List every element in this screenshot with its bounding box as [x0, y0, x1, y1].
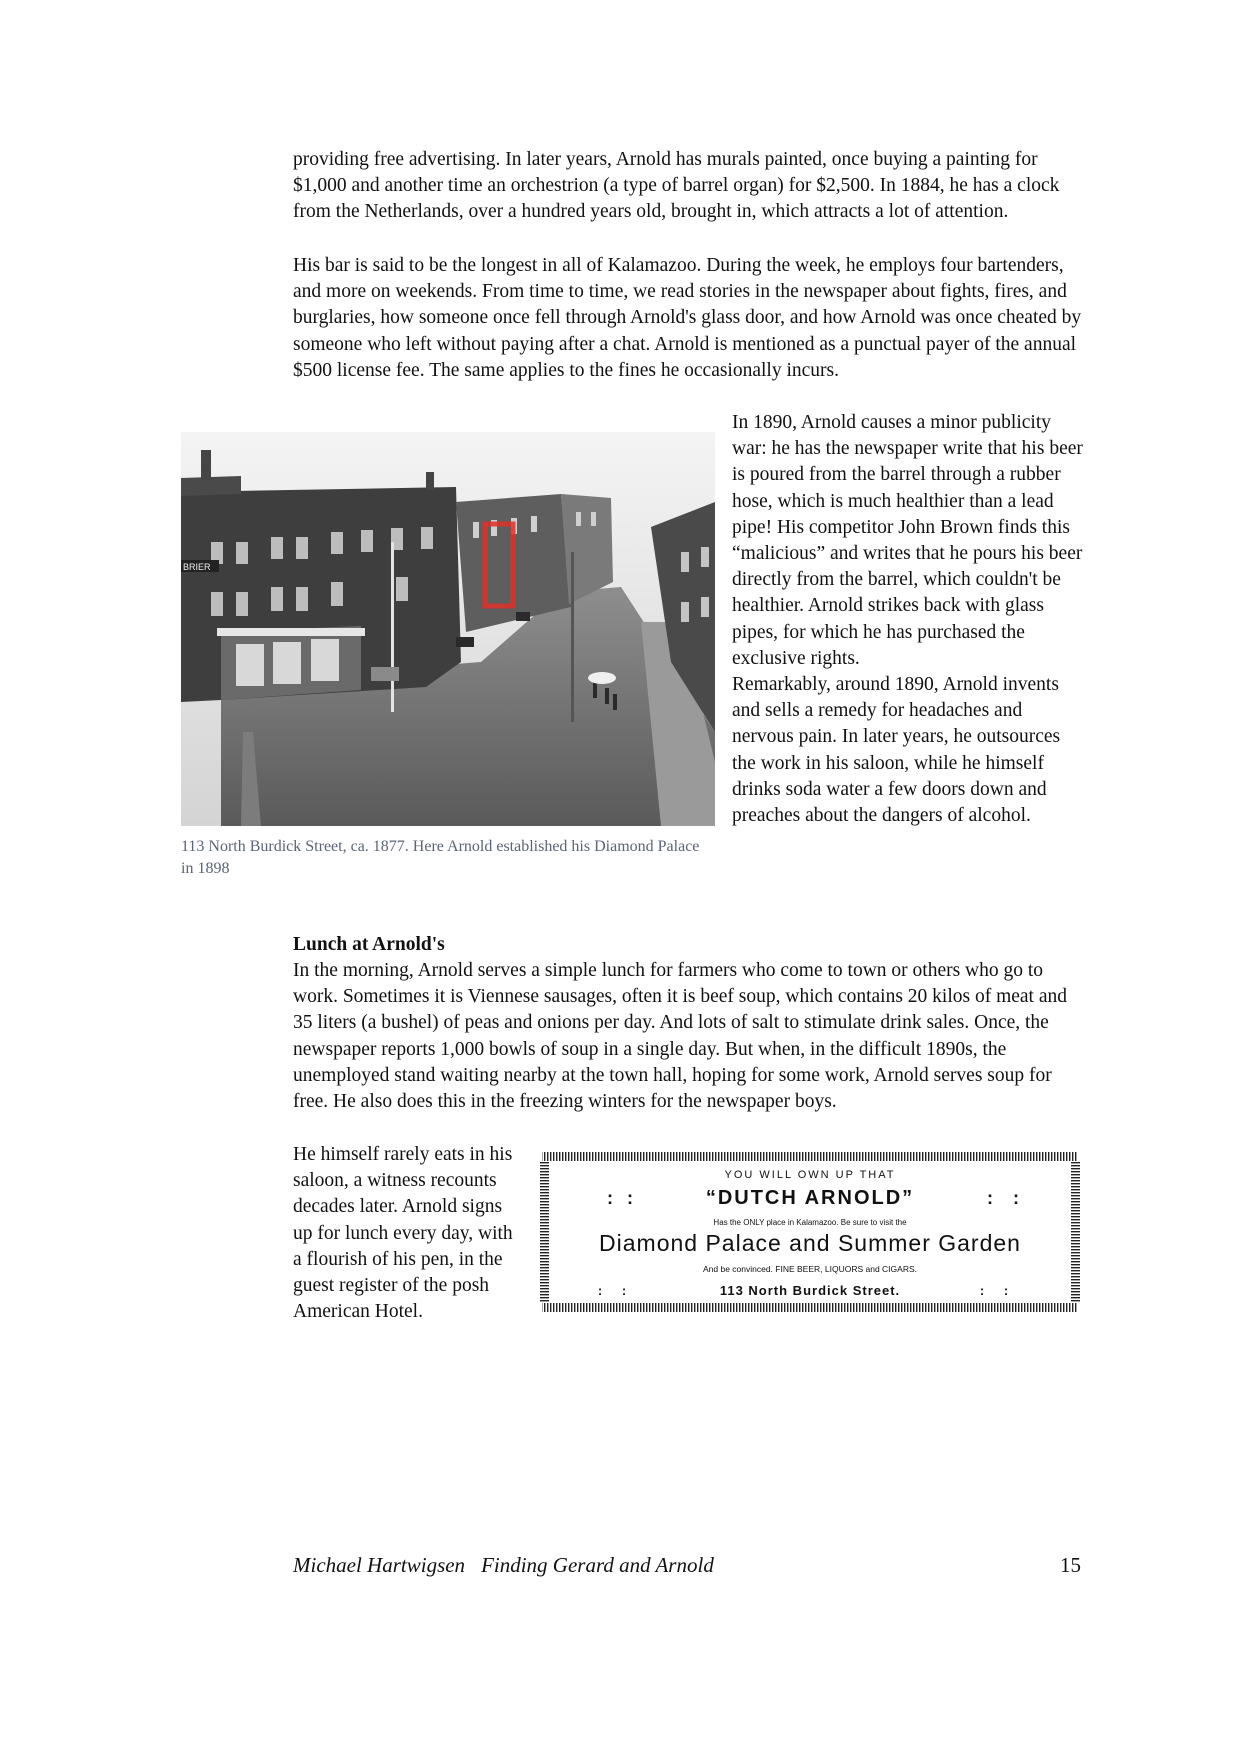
- street-photo: [181, 432, 715, 826]
- page-number: 15: [1060, 1553, 1081, 1577]
- advert-colon-4: :: [1013, 1188, 1019, 1208]
- advert-colon-7: :: [979, 1283, 985, 1298]
- paragraph-publicity-war: In 1890, Arnold causes a minor publicity war: he has the newspaper write that his beer is poured from the barrel through a rubber hose, which is much healthier than a lead pipe! His competitor John Brown finds this “malicious” and writes that he pours his beer directly from the barrel, which couldn't be healthier. Arnold strikes back with glass pipes, for which he has purchased the exclusive rights.: [732, 412, 1083, 669]
- section-heading: Lunch at Arnold's: [293, 934, 445, 955]
- footer-book-title: Finding Gerard and Arnold: [481, 1553, 714, 1577]
- advert-colon-2: :: [627, 1188, 633, 1208]
- advert-line-4: Diamond Palace and Summer Garden: [599, 1230, 1021, 1256]
- advert-line-5: And be convinced. FINE BEER, LIQUORS and CIGARS.: [702, 1264, 918, 1274]
- running-footer: [293, 1552, 714, 1578]
- paragraph-continued: providing free advertising. In later years, Arnold has murals painted, once buying a painting for $1,000 and another time an orchestrion (a type of barrel organ) for $2,500. In 1884, he has a clock from the Netherlands, over a hundred years old, brought in, which attracts a lot of attention.: [293, 149, 1060, 223]
- sign-text: BRIER: [183, 562, 211, 572]
- footer-author: Michael Hartwigsen: [293, 1553, 466, 1577]
- paragraph-lunch: In the morning, Arnold serves a simple lunch for farmers who come to town or others who go to work. Sometimes it is Viennese sausages, often it is beef soup, which contains 20 kilos of meat and 35 liters (a bushel) of peas and onions per day. And lots of salt to stimulate drink sales. Once, the newspaper reports 1,000 bowls of soup in a single day. But when, in the difficult 1890s, the unemployed stand waiting nearby at the town hall, hoping for some work, Arnold serves soup for free. He also does this in the freezing winters for the newspaper boys.: [293, 960, 1068, 1113]
- advert-colon-1: :: [607, 1188, 613, 1208]
- advert-colon-8: :: [1003, 1283, 1009, 1298]
- advert-line-6: 113 North Burdick Street.: [719, 1283, 901, 1298]
- right-column: [732, 410, 1084, 829]
- paragraph-remedy: Remarkably, around 1890, Arnold invents and sells a remedy for headaches and nervous pain. In later years, he outsources the work in his saloon, while he himself drinks soda water a few doors down and preaches about the dangers of alcohol.: [732, 674, 1061, 827]
- advert-colon-5: :: [597, 1283, 603, 1298]
- paragraph-bar: His bar is said to be the longest in all of Kalamazoo. During the week, he employs four bartenders, and more on weekends. From time to time, we read stories in the newspaper about fights, fires, and burglaries, how someone once fell through Arnold's glass door, and how Arnold was once cheated by someone who left without paying after a chat. Arnold is mentioned as a punctual payer of the annual $500 license fee. The same applies to the fines he occasionally incurs.: [293, 255, 1082, 381]
- newspaper-advert: [538, 1150, 1082, 1314]
- advert-colon-6: :: [621, 1283, 627, 1298]
- paragraph-guest-register: He himself rarely eats in his saloon, a witness recounts decades later. Arnold signs up for lunch every day, with a flourish of his pen, in the guest register of the posh American Hotel.: [293, 1144, 513, 1323]
- figure-caption: 113 North Burdick Street, ca. 1877. Here Arnold established his Diamond Palace in 1898: [181, 838, 700, 877]
- advert-line-2: “DUTCH ARNOLD”: [705, 1187, 915, 1209]
- advert-line-3: Has the ONLY place in Kalamazoo. Be sure to visit the: [713, 1218, 907, 1227]
- advert-line-1: YOU WILL OWN UP THAT: [724, 1169, 896, 1181]
- advert-colon-3: :: [987, 1188, 993, 1208]
